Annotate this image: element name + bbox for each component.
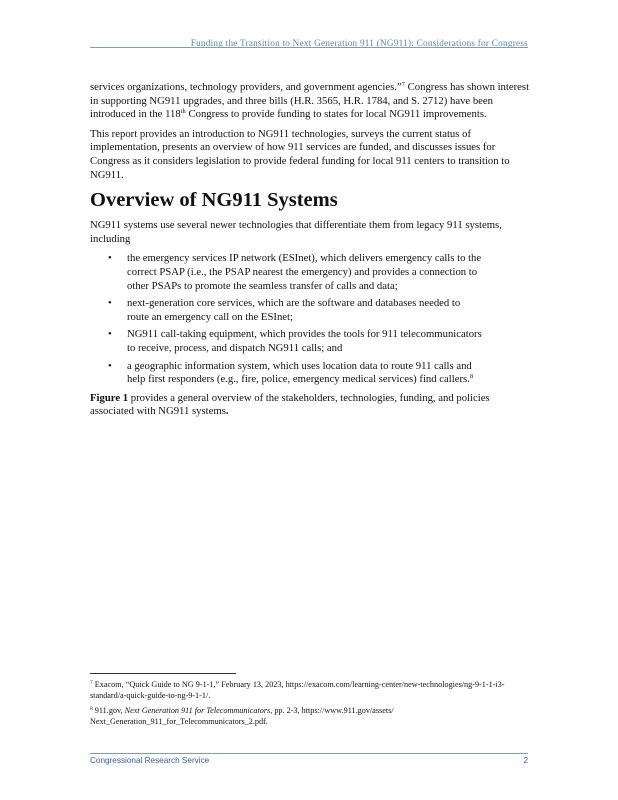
intro-p1-part-a: services organizations, technology providers, and government agencies.”	[90, 81, 402, 93]
footnote-number: 7	[90, 680, 93, 686]
list-item	[90, 360, 482, 387]
intro-p1-part-b: Congress has shown interest in supporting NG911 upgrades, and three bills (H.R. 3565, H.R. 1784, and S. 2712) have been introduced in the 118	[90, 81, 530, 121]
footnote-8	[90, 705, 530, 727]
list-item-text: the emergency services IP network (ESInet), which delivers emergency calls to the correct PSAP (i.e., the PSAP nearest the emergency) and provides a connection to other PSAPs to promote the seamless transfer of calls and data;	[127, 252, 482, 292]
footnote-source-title: Next Generation 911 for Telecommunicators	[124, 706, 271, 715]
page-number: 2	[523, 756, 528, 765]
footnote-number: 8	[90, 706, 93, 712]
list-item	[90, 297, 482, 324]
footnote-ref-8[interactable]: 8	[469, 373, 474, 381]
list-item-text: next-generation core services, which are the software and databases needed to route an emergency call on the ESInet;	[127, 297, 461, 323]
footnotes	[90, 679, 530, 731]
intro-paragraph-1	[90, 81, 530, 122]
list-item	[90, 328, 482, 355]
overview-lead-paragraph: NG911 systems use several newer technologies that differentiate them from legacy 911 systems, including	[90, 219, 502, 245]
list-item-text: NG911 call-taking equipment, which provides the tools for 911 telecommunicators to receive, process, and dispatch NG911 calls; and	[127, 328, 482, 354]
footnote-text-b: , pp. 2-3, https://www.911.gov/assets/ Next_Generation_911_for_Telecommunicators_2.pdf.	[90, 706, 394, 726]
running-header: Funding the Transition to Next Generation 911 (NG911): Considerations for Congress	[190, 38, 528, 48]
footnote-7	[90, 679, 530, 701]
list-item	[90, 252, 482, 293]
section-heading: Overview of NG911 Systems	[90, 189, 338, 212]
list-item-text: a geographic information system, which uses location data to route 911 calls and help first responders (e.g., fire, police, emergency medical services) find callers.	[127, 359, 472, 386]
footnote-text: Exacom, “Quick Guide to NG 9-1-1,” February 13, 2023, https://exacom.com/learning-center/new-technologies/ng-9-1-1-i3-standard/a-quick-guide-to-ng-9-1-1/.	[90, 680, 505, 700]
footer-divider	[90, 753, 528, 754]
intro-p1-part-c: Congress to provide funding to states for local NG911 improvements.	[185, 108, 487, 121]
footnote-text-a: 911.gov,	[92, 706, 125, 715]
bullet-icon: •	[108, 297, 112, 310]
footnote-ref-7[interactable]: 7	[401, 81, 405, 88]
bullet-icon: •	[108, 252, 112, 265]
bullet-icon: •	[108, 328, 112, 341]
figure-period: .	[225, 405, 229, 418]
intro-paragraph-2: This report provides an introduction to NG911 technologies, surveys the current status of implementation, presents an overview of how 911 services are funded, and discusses issues for Congress as it considers legislation to provide federal funding for local 911 centers to transition to NG911.	[90, 127, 510, 181]
figure-description: provides a general overview of the stakeholders, technologies, funding, and policies associated with NG911 systems	[90, 391, 490, 418]
figure-reference-paragraph	[90, 392, 530, 419]
bullet-icon: •	[108, 359, 112, 372]
ordinal-suffix: th	[180, 108, 186, 116]
report-body	[90, 81, 530, 425]
footer-publisher: Congressional Research Service	[90, 756, 210, 765]
header-divider	[90, 47, 528, 48]
technology-list	[90, 252, 530, 386]
footnote-divider	[90, 673, 236, 674]
figure-link[interactable]: Figure 1	[90, 391, 129, 404]
